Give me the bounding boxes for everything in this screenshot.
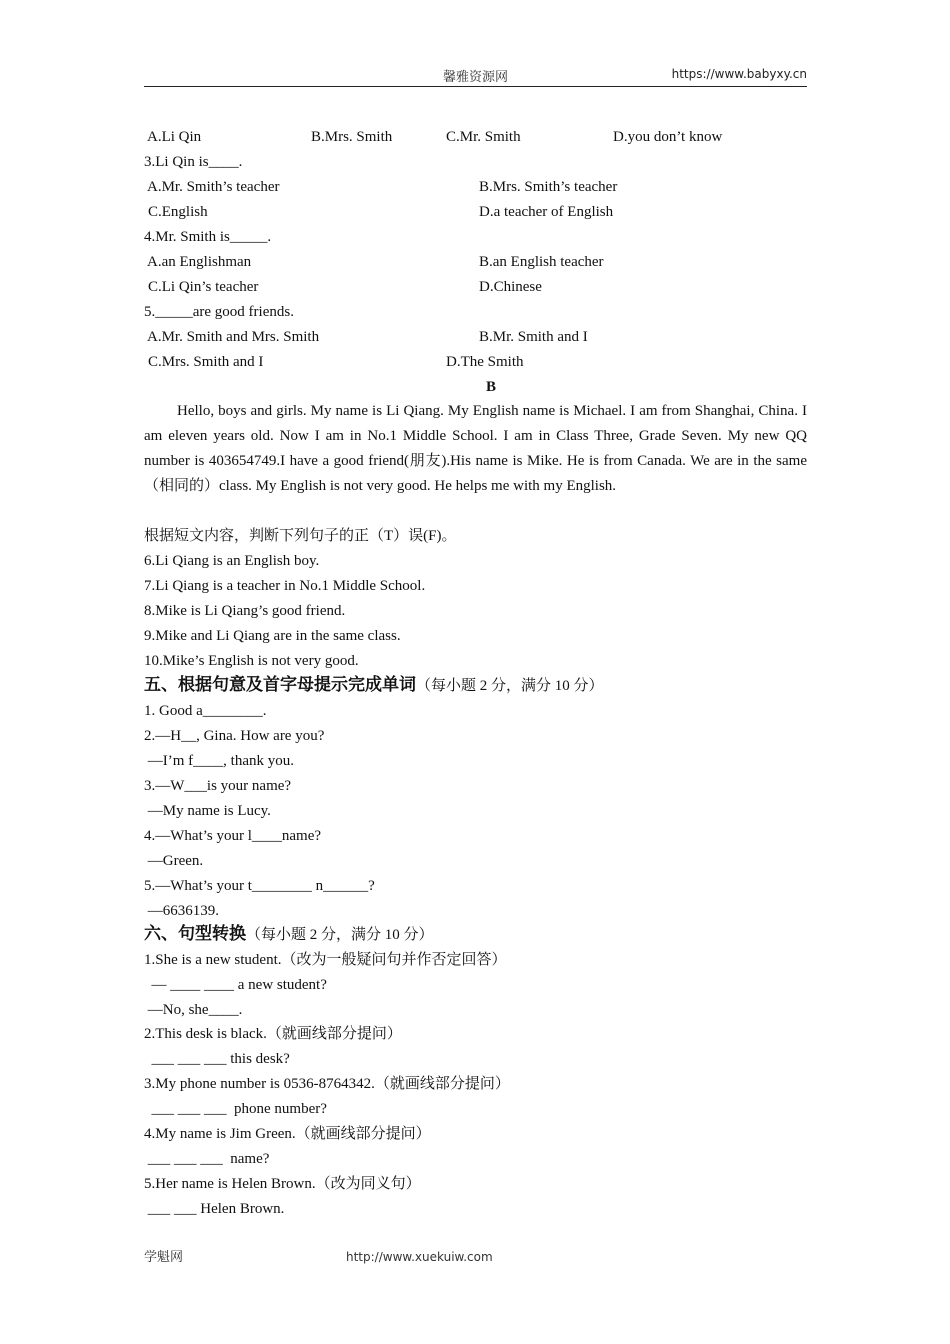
section5-note: （每小题 2 分，满分 10 分） (416, 678, 604, 694)
q3-option-c: C.English (148, 204, 208, 220)
section6-line-6: 3.My phone number is 0536-8764342.（就画线部分提问） (144, 1076, 510, 1092)
q5-option-b: B.Mr. Smith and I (479, 329, 588, 345)
q3-option-b: B.Mrs. Smith’s teacher (479, 179, 618, 195)
tf-item-10: 10.Mike’s English is not very good. (144, 653, 359, 669)
section5-line-9: —6636139. (144, 903, 219, 919)
section6-line-4: 2.This desk is black.（就画线部分提问） (144, 1026, 402, 1042)
q5-option-a: A.Mr. Smith and Mrs. Smith (147, 329, 320, 345)
section6-line-10: 5.Her name is Helen Brown.（改为同义句） (144, 1176, 421, 1192)
q4-option-d: D.Chinese (479, 279, 542, 295)
q5-option-c: C.Mrs. Smith and I (148, 354, 264, 370)
q4-option-a: A.an Englishman (147, 254, 252, 270)
section5-line-4: 3.—W___is your name? (144, 778, 292, 794)
section6-line-11: ___ ___ Helen Brown. (144, 1201, 285, 1217)
section6-line-3: —No, she____. (144, 1002, 243, 1018)
section5-line-5: —My name is Lucy. (144, 803, 271, 819)
section5-heading (144, 675, 604, 696)
q2-option-b: B.Mrs. Smith (311, 129, 393, 145)
q4-option-c: C.Li Qin’s teacher (148, 279, 259, 295)
section6-line-9: ___ ___ ___ name? (144, 1151, 270, 1167)
part-b-instruction: 根据短文内容，判断下列句子的正（T）误(F)。 (144, 528, 457, 544)
q4-option-b: B.an English teacher (479, 254, 604, 270)
page-header (144, 64, 807, 87)
section5-line-3: —I’m f____, thank you. (144, 753, 294, 769)
section5-line-2: 2.—H__, Gina. How are you? (144, 728, 325, 744)
section6-line-5: ___ ___ ___ this desk? (144, 1051, 290, 1067)
header-site-name: 馨雅资源网 (442, 69, 508, 84)
section5-line-6: 4.—What’s your l____name? (144, 828, 322, 844)
section6-heading (144, 924, 434, 945)
section5-line-8: 5.—What’s your t________ n______? (144, 878, 375, 894)
tf-item-9: 9.Mike and Li Qiang are in the same class. (144, 628, 401, 644)
q4-stem: 4.Mr. Smith is_____. (144, 229, 272, 245)
tf-item-8: 8.Mike is Li Qiang’s good friend. (144, 603, 346, 619)
section6-line-7: ___ ___ ___ phone number? (144, 1101, 327, 1117)
part-b-title: B (486, 379, 497, 395)
q2-option-a: A.Li Qin (147, 129, 202, 145)
header-url[interactable]: https://www.babyxy.cn (671, 67, 807, 81)
section6-note: （每小题 2 分，满分 10 分） (246, 927, 434, 943)
tf-item-7: 7.Li Qiang is a teacher in No.1 Middle School. (144, 578, 426, 594)
q3-option-d: D.a teacher of English (479, 204, 614, 220)
section5-title: 五、根据句意及首字母提示完成单词 (144, 675, 416, 694)
tf-item-6: 6.Li Qiang is an English boy. (144, 553, 320, 569)
q2-option-c: C.Mr. Smith (446, 129, 521, 145)
footer-site-name: 学魁网 (144, 1249, 184, 1264)
footer-url[interactable]: http://www.xuekuiw.com (346, 1250, 493, 1264)
section6-line-1: 1.She is a new student.（改为一般疑问句并作否定回答） (144, 952, 507, 968)
q5-option-d: D.The Smith (446, 354, 524, 370)
section5-line-1: 1. Good a________. (144, 703, 267, 719)
q2-option-d: D.you don’t know (613, 129, 723, 145)
section6-line-2: — ____ ____ a new student? (144, 977, 327, 993)
section5-line-7: —Green. (144, 853, 204, 869)
section6-line-8: 4.My name is Jim Green.（就画线部分提问） (144, 1126, 431, 1142)
section6-title: 六、句型转换 (144, 924, 246, 943)
q3-option-a: A.Mr. Smith’s teacher (147, 179, 280, 195)
q3-stem: 3.Li Qin is____. (144, 154, 243, 170)
q5-stem: 5._____are good friends. (144, 304, 294, 320)
part-b-passage: Hello, boys and girls. My name is Li Qiang. My English name is Michael. I am from Shanghai, China. I am eleven years old. Now I am in No.1 Middle School. I am in Class Three, Grade Seven. My new QQ number is 403654749.I have a good friend(朋友).His name is Mike. He is from Canada. We are in the same（相同的）class. My English is not very good. He helps me with my English. (144, 403, 807, 494)
